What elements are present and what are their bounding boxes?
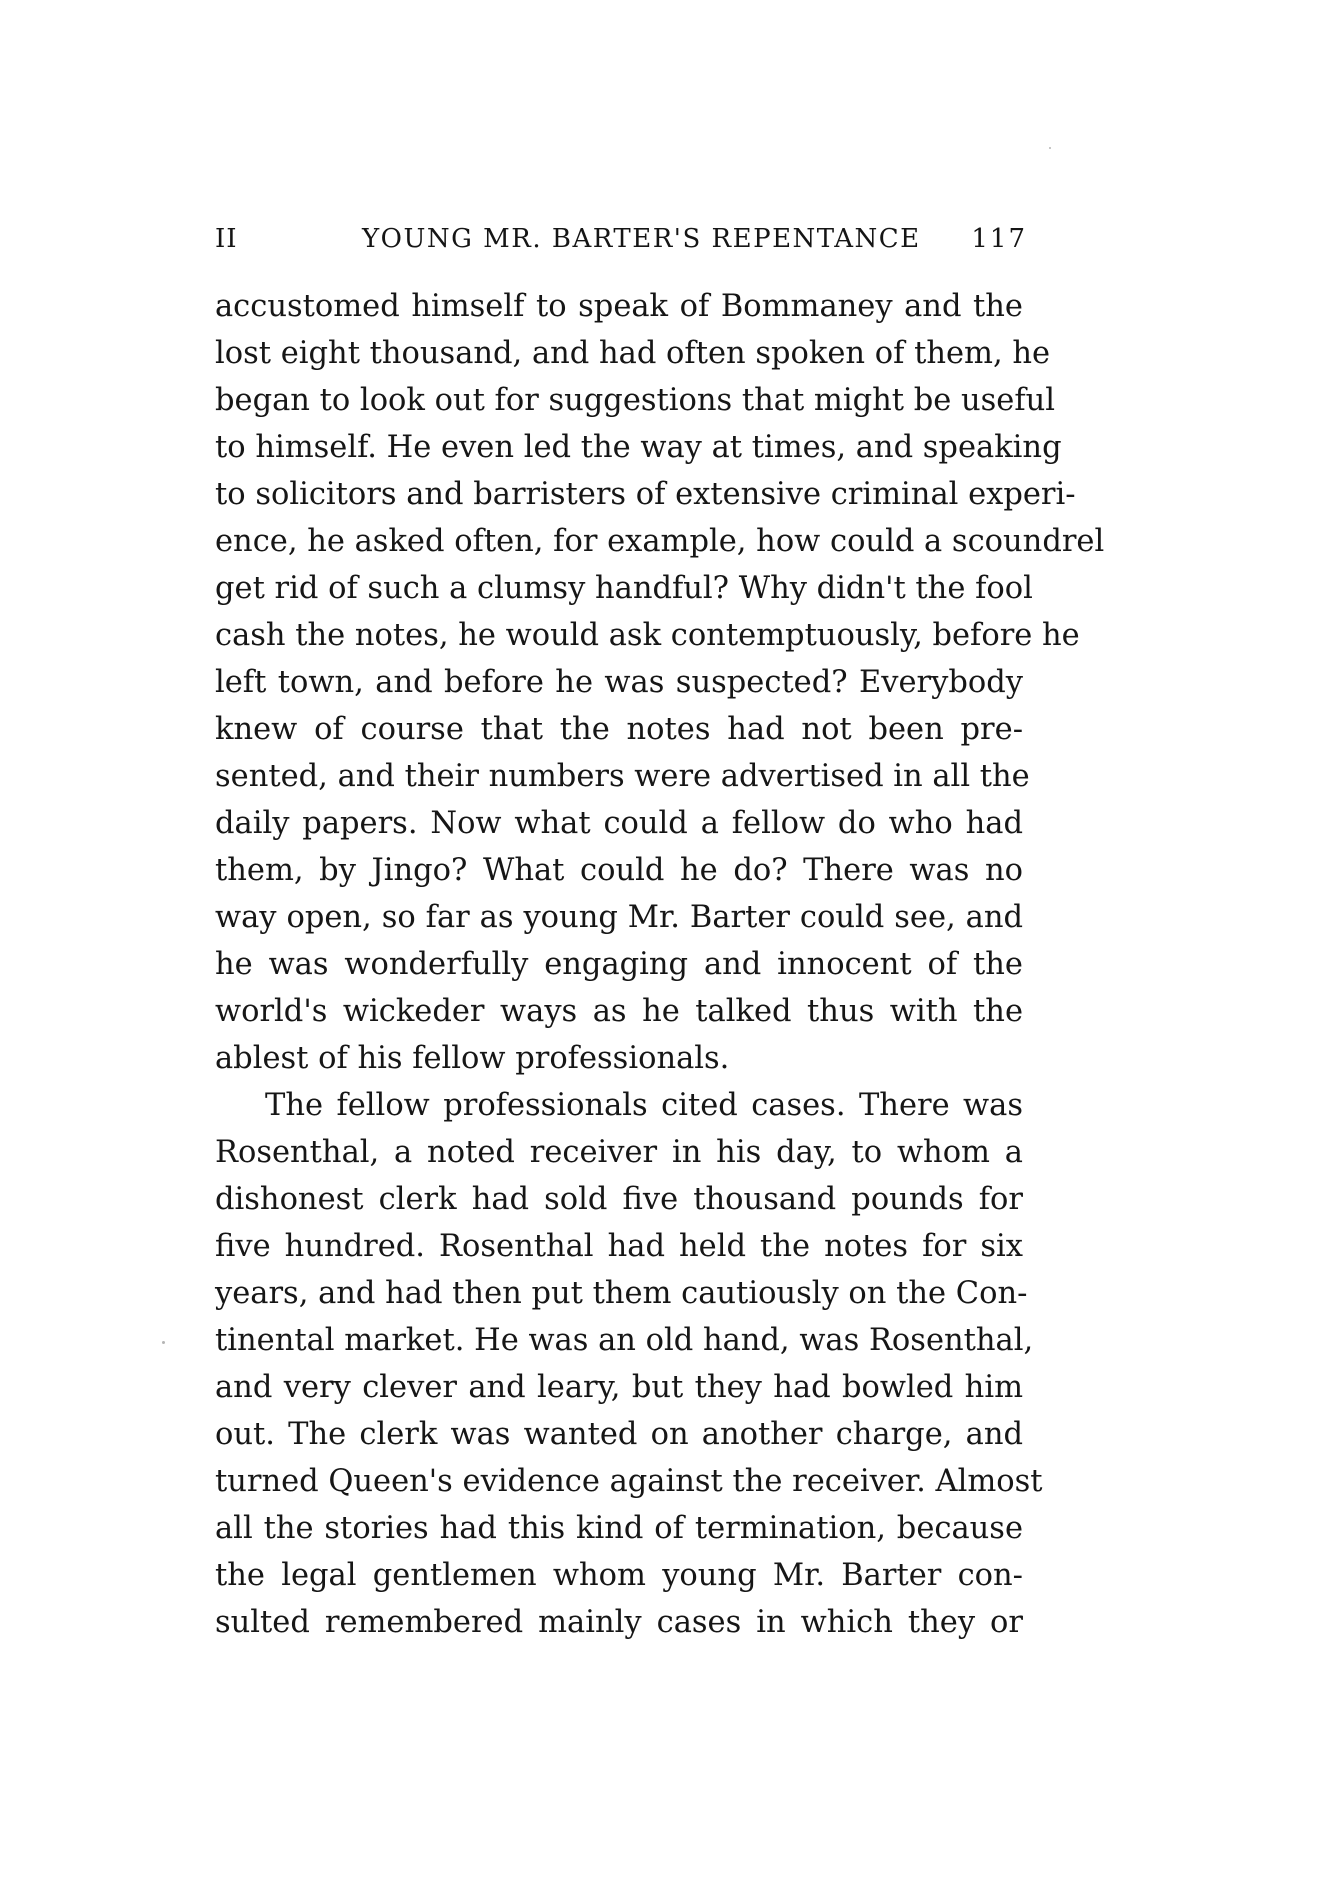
text-line: Rosenthal, a noted receiver in his day, to whom a: [215, 1135, 1023, 1170]
text-line: dishonest clerk had sold five thousand pounds for: [215, 1182, 1023, 1217]
text-line: he was wonderfully engaging and innocent of the: [215, 947, 1023, 982]
text-line: daily papers. Now what could a fellow do who had: [215, 806, 1023, 841]
text-line: way open, so far as young Mr. Barter could see, and: [215, 900, 1023, 935]
text-line: them, by Jingo? What could he do? There was no: [215, 853, 1023, 888]
text-line: began to look out for suggestions that might be useful: [215, 383, 1056, 418]
running-title: YOUNG MR. BARTER'S REPENTANCE: [362, 224, 921, 254]
text-line: world's wickeder ways as he talked thus with the: [215, 994, 1023, 1029]
paper-speck: [1049, 147, 1051, 149]
text-line: knew of course that the notes had not been pre-: [215, 712, 1023, 747]
text-line: turned Queen's evidence against the receiver. Almost: [215, 1464, 1043, 1499]
running-head: [215, 224, 1027, 264]
text-line: out. The clerk was wanted on another charge, and: [215, 1417, 1023, 1452]
chapter-number: II: [215, 224, 238, 254]
text-line: get rid of such a clumsy handful? Why didn't the fool: [215, 571, 1033, 606]
text-line-paragraph-end: ablest of his fellow professionals.: [215, 1041, 730, 1076]
text-line: lost eight thousand, and had often spoken of them, he: [215, 336, 1051, 371]
text-line-paragraph-start: The fellow professionals cited cases. There was: [265, 1088, 1023, 1123]
page-number: 117: [971, 224, 1027, 254]
text-line: to solicitors and barristers of extensive criminal experi-: [215, 477, 1076, 512]
text-line: cash the notes, he would ask contemptuously, before he: [215, 618, 1080, 653]
text-line: all the stories had this kind of termination, because: [215, 1511, 1023, 1546]
text-line: accustomed himself to speak of Bommaney and the: [215, 289, 1023, 324]
text-line: to himself. He even led the way at times, and speaking: [215, 430, 1062, 465]
text-line: and very clever and leary, but they had bowled him: [215, 1370, 1023, 1405]
paper-speck: [162, 1341, 165, 1344]
text-line: sented, and their numbers were advertised in all the: [215, 759, 1030, 794]
text-line: sulted remembered mainly cases in which they or: [215, 1605, 1023, 1640]
text-line: five hundred. Rosenthal had held the notes for six: [215, 1229, 1023, 1264]
text-line: left town, and before he was suspected? Everybody: [215, 665, 1023, 700]
text-line: the legal gentlemen whom young Mr. Barter con-: [215, 1558, 1023, 1593]
text-line: tinental market. He was an old hand, was Rosenthal,: [215, 1323, 1034, 1358]
text-line: ence, he asked often, for example, how could a scoundrel: [215, 524, 1105, 559]
text-line: years, and had then put them cautiously on the Con-: [215, 1276, 1028, 1311]
